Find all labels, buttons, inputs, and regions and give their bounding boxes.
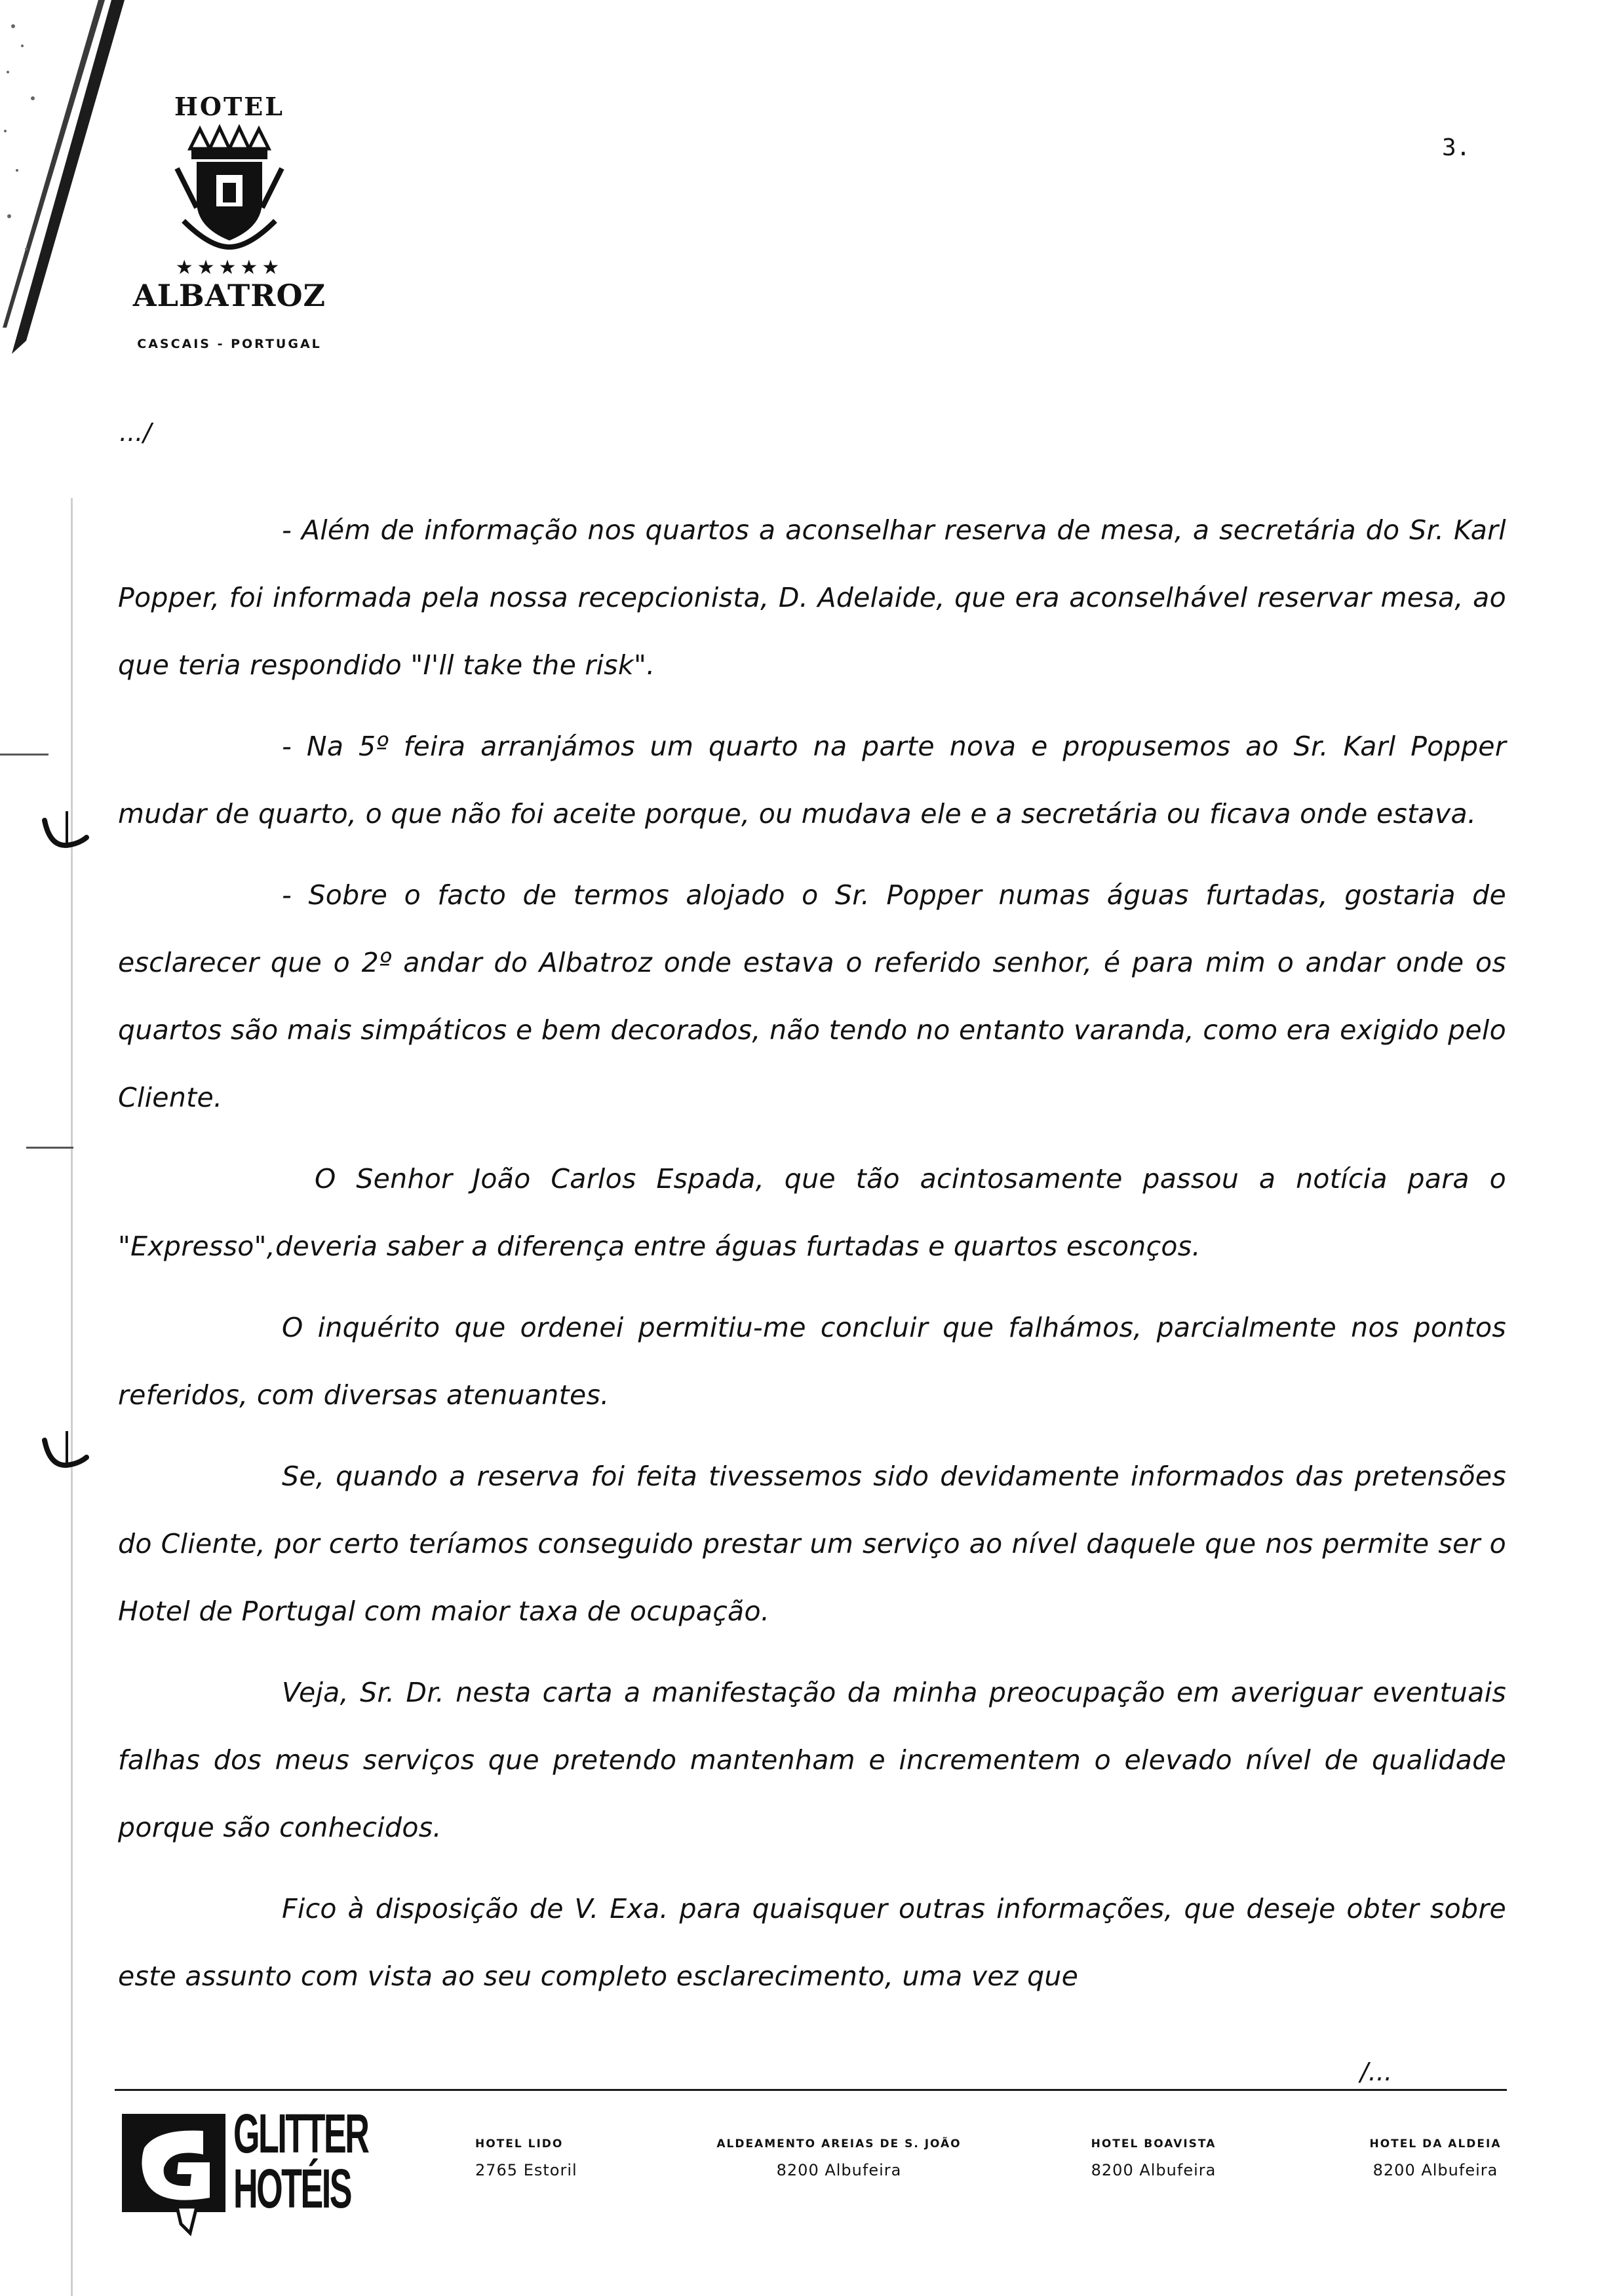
letter-body [118, 497, 1506, 2010]
footer-rule [115, 2089, 1507, 2091]
hook-mark-icon [41, 1431, 89, 1472]
letterhead [98, 92, 360, 351]
paragraph: - Sobre o facto de termos alojado o Sr. Popper numas águas furtadas, gostaria de esclarecer que o 2º andar do Albatroz onde estava o referido senhor, é para mim o andar onde os quartos são mais simpáticos e bem decorados, não tendo no entanto varanda, como era exigido pelo Cliente. [118, 879, 1506, 1113]
letterhead-city: CASCAIS - PORTUGAL [137, 337, 322, 351]
footer-hotel [688, 2137, 990, 2179]
paragraph: Fico à disposição de V. Exa. para quaisquer outras informações, que deseje obter sobre este assunto com vista ao seu completo esclarecimento, uma vez que [118, 1893, 1506, 1992]
paragraph: Se, quando a reserva foi feita tivessemos sido devidamente informados das pretensões do Cliente, por certo teríamos conseguido prestar um serviço ao nível daquele que nos permite ser o Hotel de Portugal com maior taxa de ocupação. [118, 1461, 1506, 1627]
paragraph: Veja, Sr. Dr. nesta carta a manifestação da minha preocupação em averiguar eventuais falhas dos meus serviços que pretendo mantenham e incrementem o elevado nível de qualidade porque são conhecidos. [118, 1677, 1506, 1843]
crest-icon [170, 123, 288, 254]
margin-tick [26, 1147, 73, 1149]
margin-tick [0, 754, 49, 756]
footer-hotel-place: 8200 Albufeira [1091, 2161, 1216, 2179]
letterhead-hotel-name: ALBATROZ [132, 278, 326, 313]
footer-hotel [1347, 2137, 1524, 2179]
paragraph: O Senhor João Carlos Espada, que tão acintosamente passou a notícia para o "Expresso",deveria saber a diferença entre águas furtadas e quartos esconços. [118, 1163, 1506, 1262]
footer-hotel-place: 2765 Estoril [475, 2161, 577, 2179]
footer-hotel-place: 8200 Albufeira [776, 2161, 902, 2179]
margin-rule [71, 498, 73, 2296]
footer-hotel-name: HOTEL DA ALDEIA [1369, 2137, 1502, 2151]
hook-mark-icon [41, 811, 89, 852]
continuation-mark-top: .../ [119, 418, 152, 447]
page-number: 3. [1442, 134, 1471, 161]
brand-line-2: HOTÉIS [233, 2158, 351, 2219]
footer-hotel [1075, 2137, 1232, 2179]
paragraph: O inquérito que ordenei permitiu-me concluir que falhámos, parcialmente nos pontos referidos, com diversas atenuantes. [118, 1312, 1506, 1411]
glitter-hoteis-logo [118, 2103, 406, 2240]
letterhead-hotel-label: HOTEL [174, 92, 284, 121]
letterhead-stars: ★★★★★ [175, 256, 284, 279]
paragraph: - Na 5º feira arranjámos um quarto na parte nova e propusemos ao Sr. Karl Popper mudar de quarto, o que não foi aceite porque, ou mudava ele e a secretária ou ficava onde estava. [118, 731, 1506, 830]
footer-hotel-name: HOTEL BOAVISTA [1091, 2137, 1216, 2151]
footer-hotel [475, 2137, 577, 2179]
footer-hotel-place: 8200 Albufeira [1372, 2161, 1498, 2179]
footer-hotel-name: HOTEL LIDO [475, 2137, 564, 2151]
footer-hotel-name: ALDEAMENTO AREIAS DE S. JOÃO [716, 2137, 962, 2151]
paragraph: - Além de informação nos quartos a aconselhar reserva de mesa, a secretária do Sr. Karl Popper, foi informada pela nossa recepcionista, D. Adelaide, que era aconselhável reservar mesa, ao que teria respondido "I'll take the risk". [118, 514, 1506, 681]
brand-text [233, 2103, 368, 2219]
brand-mark-icon [118, 2109, 229, 2240]
brand-line-1: GLITTER [233, 2103, 368, 2164]
continuation-mark-bottom: /... [1360, 2057, 1393, 2086]
